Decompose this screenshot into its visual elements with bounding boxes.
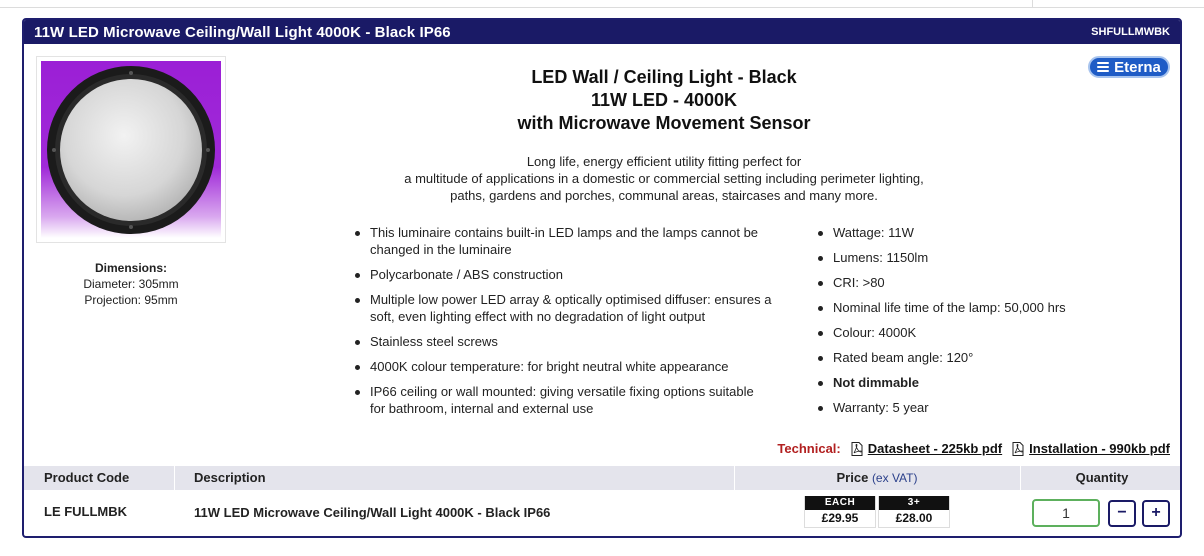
product-description: 11W LED Microwave Ceiling/Wall Light 4000K - Black IP66 (194, 505, 551, 520)
intro-line: Long life, energy efficient utility fitting perfect for (526, 154, 802, 169)
technical-label: Technical: (777, 441, 841, 456)
product-card (22, 18, 1182, 538)
feature-item: Multiple low power LED array & optically optimised diffuser: ensures a soft, even lighting effect with no degradation of light output (352, 291, 772, 325)
pdf-icon (1012, 442, 1024, 456)
dimension-diameter: Diameter: 305mm (83, 277, 179, 291)
product-title: 11W LED Microwave Ceiling/Wall Light 4000K - Black IP66 (34, 24, 451, 41)
spec-item: CRI: >80 (815, 274, 1135, 291)
price-bulk (878, 496, 950, 528)
price-each-value: £29.95 (821, 511, 859, 525)
headline-line: 11W LED - 4000K (590, 90, 738, 110)
feature-list (352, 224, 772, 425)
spec-item: Lumens: 1150lm (815, 249, 1135, 266)
column-header-quantity: Quantity (1075, 470, 1129, 485)
quantity-input[interactable] (1032, 499, 1100, 527)
dimensions-title: Dimensions: (94, 261, 167, 275)
feature-item: Polycarbonate / ABS construction (352, 266, 772, 283)
product-sku: SHFULLMWBK (1091, 26, 1170, 38)
product-intro (364, 153, 964, 204)
datasheet-link[interactable] (851, 441, 1002, 456)
intro-line: a multitude of applications in a domestic or commercial setting including perimeter lighting, (404, 171, 924, 186)
pdf-icon (851, 442, 863, 456)
quantity-decrease-button[interactable]: − (1108, 500, 1136, 527)
datasheet-link-label: Datasheet - 225kb pdf (867, 441, 1003, 456)
round-bulkhead-light-image (41, 61, 221, 238)
column-header-description: Description (194, 470, 266, 485)
price-bulk-value: £28.00 (895, 511, 933, 525)
table-row (24, 490, 1182, 538)
spec-item: Not dimmable (815, 374, 1135, 391)
column-header-code: Product Code (44, 470, 130, 485)
price-header-label: Price (836, 470, 869, 485)
column-header-price (734, 466, 1020, 490)
headline-line: LED Wall / Ceiling Light - Black (531, 67, 797, 87)
price-each (804, 496, 876, 528)
table-header (24, 466, 1182, 490)
installation-link-label: Installation - 990kb pdf (1029, 441, 1170, 456)
feature-item: IP66 ceiling or wall mounted: giving versatile fixing options suitable for bathroom, internal and external use (352, 383, 772, 417)
technical-links (777, 441, 1170, 456)
product-image[interactable] (36, 56, 226, 243)
price-each-label: EACH (805, 496, 875, 510)
feature-item: Stainless steel screws (352, 333, 772, 350)
dimension-projection: Projection: 95mm (84, 293, 178, 307)
spec-item: Wattage: 11W (815, 224, 1135, 241)
installation-link[interactable] (1012, 441, 1170, 456)
quantity-increase-button[interactable]: + (1142, 500, 1170, 527)
headline-line: with Microwave Movement Sensor (517, 113, 811, 133)
spec-item: Colour: 4000K (815, 324, 1135, 341)
spec-list (815, 224, 1135, 424)
spec-item: Rated beam angle: 120° (815, 349, 1135, 366)
price-bulk-label: 3+ (879, 496, 949, 510)
price-header-note: (ex VAT) (871, 471, 918, 485)
brand-name: Eterna (1114, 58, 1161, 76)
product-headline (384, 66, 944, 135)
spec-item: Warranty: 5 year (815, 399, 1135, 416)
feature-item: 4000K colour temperature: for bright neutral white appearance (352, 358, 772, 375)
brand-logo[interactable] (1088, 56, 1170, 78)
intro-line: paths, gardens and porches, communal areas, staircases and many more. (450, 188, 878, 203)
spec-item: Nominal life time of the lamp: 50,000 hrs (815, 299, 1135, 316)
product-code: LE FULLMBK (44, 504, 128, 519)
eterna-mark-icon (1097, 61, 1111, 73)
top-divider (0, 7, 1204, 8)
feature-item: This luminaire contains built-in LED lamps and the lamps cannot be changed in the luminaire (352, 224, 772, 258)
dimensions-block (36, 260, 226, 308)
product-header (24, 20, 1180, 44)
price-breaks (804, 496, 950, 528)
